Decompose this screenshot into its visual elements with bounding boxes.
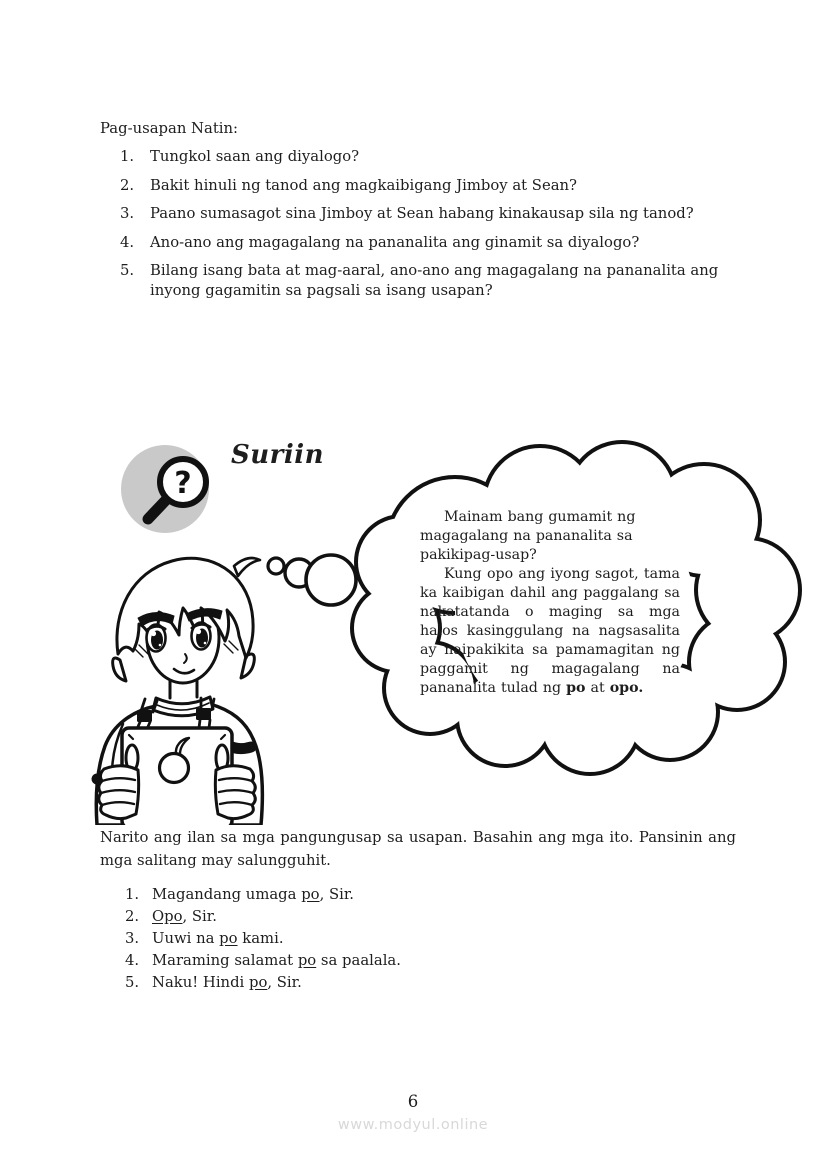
question-number: 4. [120,233,135,251]
exercise-intro: Narito ang ilan sa mga pangungusap sa usapan. Basahin ang mga ito. Pansinin ang mga salitang may salungguhit. [100,829,736,869]
student-with-laptop-illustration [88,548,368,825]
thought-bubble-text [420,508,680,698]
sentence-text [152,906,217,928]
sentence-item [125,950,625,972]
svg-text:?: ? [174,466,192,501]
magnifier-question-icon [120,444,210,534]
question-item [120,176,732,196]
thought-paragraph-2 [420,565,680,698]
bold-word-opo: opo. [609,680,644,696]
page-number: 6 [407,1092,419,1111]
sentence-pre: Magandang umaga [152,886,302,903]
question-number: 5. [120,262,135,279]
question-item [120,233,732,253]
sentence-item [125,972,625,994]
discussion-question-list [120,147,732,309]
thought-paragraph-2-text: Kung opo ang iyong sagot, tama ka kaibigan dahil ang paggalang sa nakatatanda o maging sa mga halos kasinggulang na nagsasalita ay naipakikita sa pamamagitan ng paggamit ng magagalang na pananalita tulad ng [420,566,680,696]
sentence-item [125,928,625,950]
underlined-word: po [301,886,320,903]
question-number: 1. [120,148,135,165]
sentence-number: 4. [125,952,140,969]
sentence-item [125,884,625,906]
bold-word-po: po [566,680,586,696]
sentence-number: 5. [125,974,140,991]
suriin-heading: Suriin [231,440,325,470]
question-item [120,204,732,224]
discussion-heading: Pag-usapan Natin: [100,120,239,137]
sentence-post: , Sir. [267,974,302,991]
question-text: Ano-ano ang magagalang na pananalita ang ginamit sa diyalogo? [150,233,640,251]
question-text: Bilang isang bata at mag-aaral, ano-ano ang magagalang na pananalita ang inyong gagamitin sa pagsali sa isang usapan? [150,262,719,299]
sentence-post: kami. [237,930,284,947]
sentence-text [152,884,354,906]
sentence-text [152,972,302,994]
sentence-text [152,928,284,950]
thought-paragraph-2-connector: at [585,680,610,696]
question-text: Tungkol saan ang diyalogo? [150,148,360,165]
sentence-post: , Sir. [319,886,355,903]
sentence-post: sa paalala. [316,952,401,969]
exercise-sentence-list [125,884,625,994]
question-text: Paano sumasagot sina Jimboy at Sean habang kinakausap sila ng tanod? [150,205,694,222]
question-item [120,147,732,167]
watermark: www.modyul.online [337,1117,489,1133]
underlined-word: Opo [152,908,183,925]
underlined-word: po [219,930,238,947]
question-number: 3. [120,205,135,222]
sentence-number: 2. [125,908,140,925]
sentence-pre: Naku! Hindi [152,974,249,991]
sentence-number: 3. [125,930,140,947]
sentence-pre: Uuwi na [152,930,220,947]
question-number: 2. [120,176,135,194]
sentence-pre: Maraming salamat [152,952,298,969]
question-item [120,261,732,300]
underlined-word: po [297,952,317,969]
underlined-word: po [249,974,268,991]
sentence-number: 1. [125,886,140,903]
sentence-item [125,906,625,928]
question-text: Bakit hinuli ng tanod ang magkaibigang Jimboy at Sean? [150,176,577,194]
sentence-text [152,950,401,972]
thought-paragraph-1: Mainam bang gumamit ng magagalang na pananalita sa pakikipag-usap? [420,509,636,563]
sentence-post: , Sir. [182,908,217,925]
